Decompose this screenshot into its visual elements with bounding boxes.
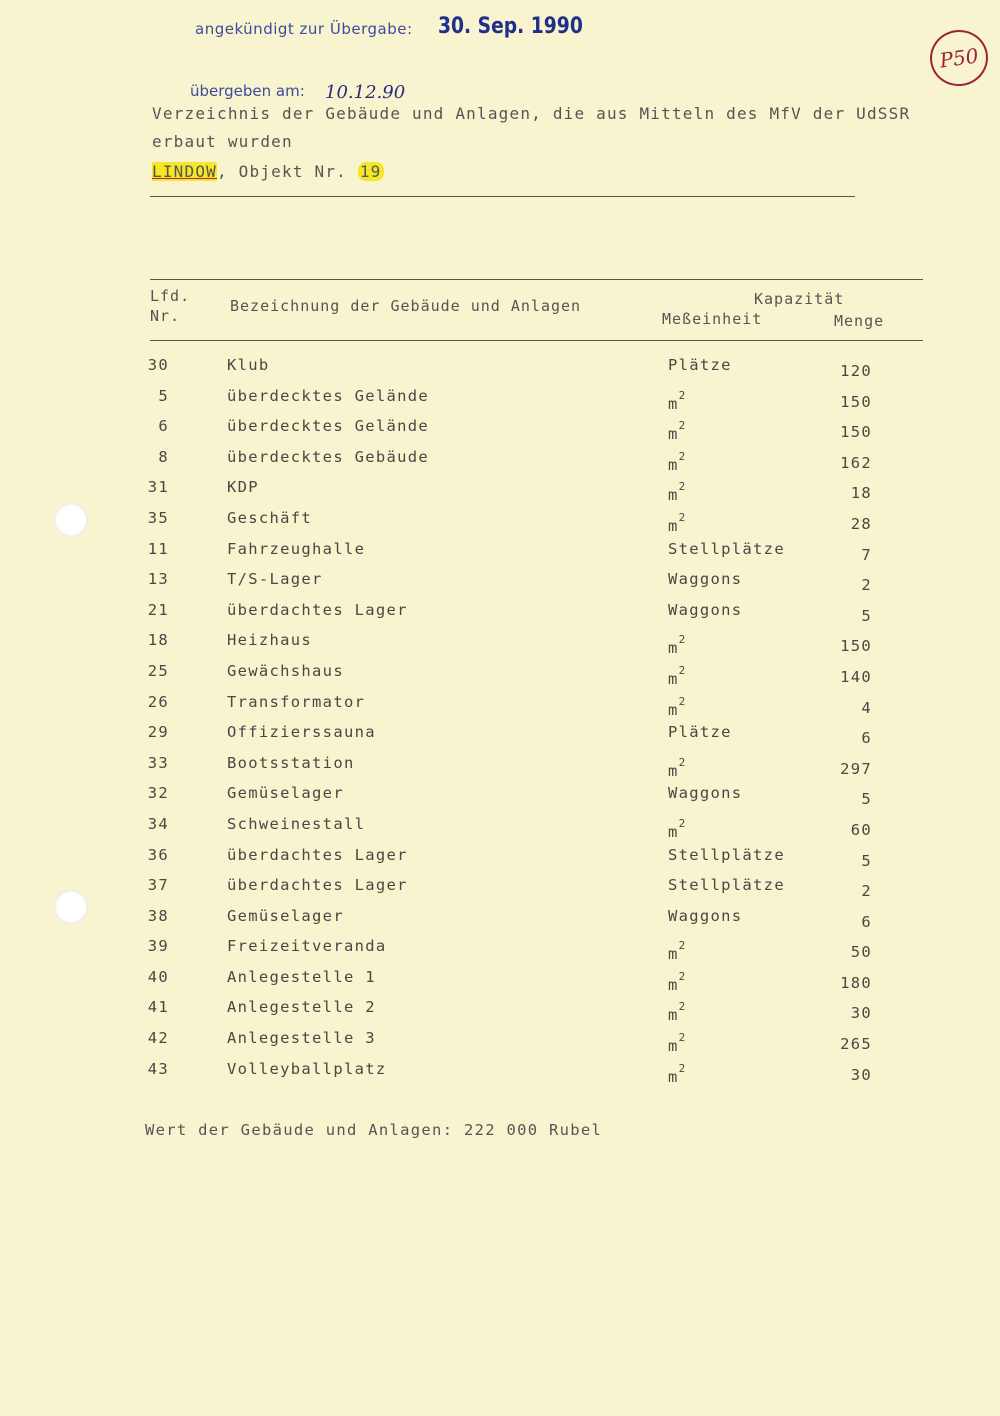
table-row	[0, 780, 1000, 811]
header-lfd-nr: Lfd. Nr.	[150, 287, 191, 325]
row-unit-text: Stellplätze	[668, 876, 785, 895]
row-menge: 30	[850, 1004, 872, 1023]
announced-stamp-label: angekündigt zur Übergabe:	[195, 20, 413, 38]
square-superscript: 2	[678, 816, 687, 830]
row-unit-text: m	[668, 761, 679, 780]
row-bezeichnung: Anlegestelle 3	[227, 1029, 376, 1048]
row-lfd-nr: 18	[147, 631, 169, 650]
row-messeinheit	[668, 846, 785, 864]
row-bezeichnung: Heizhaus	[227, 631, 313, 650]
row-bezeichnung: Anlegestelle 1	[227, 967, 376, 986]
row-menge: 7	[861, 545, 872, 564]
table-row	[0, 964, 1000, 995]
row-menge: 150	[840, 637, 872, 656]
punch-hole-top	[54, 503, 88, 537]
row-bezeichnung: Freizeitveranda	[227, 937, 387, 956]
row-menge: 162	[840, 453, 872, 472]
row-menge: 180	[840, 973, 872, 992]
square-superscript: 2	[678, 510, 687, 524]
row-lfd-nr: 30	[147, 356, 169, 374]
row-unit-text: Waggons	[668, 784, 743, 803]
table-row	[0, 842, 1000, 873]
row-unit-text: m	[668, 945, 679, 964]
row-bezeichnung: Anlegestelle 2	[227, 998, 376, 1017]
row-messeinheit	[668, 816, 687, 842]
table-row	[0, 750, 1000, 781]
row-messeinheit	[668, 1000, 687, 1025]
row-unit-text: m	[668, 455, 679, 474]
row-unit-text: m	[668, 425, 679, 444]
handed-over-stamp-label: übergeben am:	[190, 82, 305, 100]
row-messeinheit	[668, 633, 687, 658]
row-menge: 2	[861, 576, 872, 595]
row-unit-text: m	[668, 517, 679, 536]
row-menge: 5	[861, 790, 872, 809]
square-superscript: 2	[678, 449, 687, 463]
row-bezeichnung: Transformator	[227, 692, 366, 711]
table-row	[0, 566, 1000, 597]
row-messeinheit	[668, 939, 687, 964]
row-menge: 30	[850, 1065, 872, 1084]
document-title-line2: erbaut wurden	[152, 132, 293, 151]
row-lfd-nr: 29	[147, 723, 169, 742]
row-lfd-nr: 8	[158, 447, 169, 466]
total-value: Wert der Gebäude und Anlagen: 222 000 Rubel	[145, 1121, 603, 1139]
row-bezeichnung: Fahrzeughalle	[227, 539, 366, 558]
row-menge: 5	[861, 606, 872, 625]
row-menge: 140	[840, 667, 872, 686]
row-bezeichnung: Klub	[227, 356, 270, 374]
row-unit-text: Stellplätze	[668, 845, 785, 864]
row-menge: 18	[850, 484, 872, 503]
row-bezeichnung: Bootsstation	[227, 753, 355, 772]
row-messeinheit	[668, 876, 785, 894]
row-unit-text: m	[668, 1067, 679, 1086]
table-row	[0, 444, 1000, 475]
table-row	[0, 719, 1000, 750]
header-menge: Menge	[834, 312, 885, 330]
row-messeinheit	[668, 419, 687, 444]
row-messeinheit	[668, 480, 687, 505]
row-messeinheit	[668, 510, 687, 536]
row-unit-text: Plätze	[668, 723, 732, 742]
row-messeinheit	[668, 1031, 687, 1056]
table-row	[0, 933, 1000, 964]
square-superscript: 2	[678, 969, 687, 983]
row-menge: 50	[850, 943, 872, 962]
square-superscript: 2	[678, 755, 687, 769]
row-bezeichnung: Schweinestall	[227, 814, 366, 833]
header-bottom-rule	[150, 340, 923, 341]
row-messeinheit	[668, 601, 742, 619]
row-menge: 2	[861, 882, 872, 901]
row-messeinheit	[668, 356, 732, 374]
table-row	[0, 597, 1000, 628]
row-messeinheit	[668, 540, 785, 558]
row-lfd-nr: 21	[147, 600, 169, 619]
row-messeinheit	[668, 570, 742, 588]
location-line	[152, 162, 384, 181]
row-menge: 4	[861, 698, 872, 717]
table-row	[0, 903, 1000, 934]
row-bezeichnung: überdachtes Lager	[227, 876, 408, 895]
row-unit-text: m	[668, 639, 679, 658]
table-row	[0, 811, 1000, 842]
row-menge: 5	[861, 851, 872, 870]
row-menge: 150	[840, 423, 872, 442]
row-messeinheit	[668, 755, 687, 780]
page-number-mark: P50	[926, 26, 991, 90]
row-bezeichnung: überdecktes Gelände	[227, 386, 430, 405]
object-label: , Objekt Nr.	[217, 162, 358, 181]
row-lfd-nr: 38	[147, 906, 169, 925]
row-bezeichnung: überdecktes Gebäude	[227, 447, 430, 466]
table-row	[0, 352, 1000, 383]
row-bezeichnung: Gewächshaus	[227, 661, 344, 680]
row-lfd-nr: 33	[147, 753, 169, 772]
row-unit-text: m	[668, 823, 679, 842]
row-messeinheit	[668, 663, 687, 689]
row-lfd-nr: 32	[147, 784, 169, 803]
row-lfd-nr: 11	[147, 539, 169, 558]
row-unit-text: Plätze	[668, 356, 732, 374]
row-messeinheit	[668, 784, 742, 802]
square-superscript: 2	[678, 388, 687, 402]
row-messeinheit	[668, 969, 687, 995]
row-unit-text: m	[668, 486, 679, 505]
row-messeinheit	[668, 449, 687, 474]
row-bezeichnung: überdachtes Lager	[227, 845, 408, 864]
table-row	[0, 872, 1000, 903]
row-lfd-nr: 25	[147, 661, 169, 680]
table-row	[0, 1025, 1000, 1056]
row-bezeichnung: überdecktes Gelände	[227, 417, 430, 436]
square-superscript: 2	[678, 480, 687, 494]
row-bezeichnung: T/S-Lager	[227, 570, 323, 589]
table-row	[0, 505, 1000, 536]
row-menge: 28	[850, 514, 872, 533]
row-lfd-nr: 42	[147, 1029, 169, 1048]
object-number: 19	[359, 162, 382, 181]
handed-over-date: 10.12.90	[325, 82, 406, 103]
row-unit-text: m	[668, 1006, 679, 1025]
title-divider	[150, 196, 855, 197]
square-superscript: 2	[678, 1061, 687, 1075]
row-bezeichnung: Gemüselager	[227, 784, 344, 803]
row-unit-text: m	[668, 670, 679, 689]
row-lfd-nr: 26	[147, 692, 169, 711]
announced-stamp-date: 30. Sep. 1990	[438, 14, 583, 39]
row-messeinheit	[668, 907, 742, 925]
row-menge: 120	[840, 362, 872, 380]
row-bezeichnung: Volleyballplatz	[227, 1059, 387, 1078]
row-bezeichnung: Offizierssauna	[227, 723, 376, 742]
square-superscript: 2	[678, 1000, 687, 1014]
row-menge: 297	[840, 759, 872, 778]
header-bezeichnung: Bezeichnung der Gebäude und Anlagen	[230, 297, 582, 315]
table-row	[0, 627, 1000, 658]
row-unit-text: m	[668, 700, 679, 719]
row-menge: 265	[840, 1035, 872, 1054]
row-lfd-nr: 39	[147, 937, 169, 956]
table-body	[0, 352, 1000, 1086]
row-bezeichnung: Gemüselager	[227, 906, 344, 925]
row-messeinheit	[668, 694, 687, 719]
row-menge: 150	[840, 392, 872, 411]
row-messeinheit	[668, 1061, 687, 1086]
row-menge: 6	[861, 912, 872, 931]
row-bezeichnung: Geschäft	[227, 508, 313, 527]
row-menge: 6	[861, 729, 872, 748]
table-row	[0, 383, 1000, 414]
table-row	[0, 689, 1000, 720]
row-unit-text: Waggons	[668, 600, 743, 619]
header-messeinheit: Meßeinheit	[662, 310, 763, 328]
row-unit-text: Waggons	[668, 906, 743, 925]
place-name: LINDOW	[152, 162, 217, 181]
row-lfd-nr: 36	[147, 845, 169, 864]
row-unit-text: Waggons	[668, 570, 743, 589]
row-lfd-nr: 41	[147, 998, 169, 1017]
punch-hole-bottom	[54, 890, 88, 924]
row-lfd-nr: 37	[147, 876, 169, 895]
table-row	[0, 1056, 1000, 1087]
square-superscript: 2	[678, 939, 687, 953]
table-row	[0, 536, 1000, 567]
row-lfd-nr: 34	[147, 814, 169, 833]
table-row	[0, 474, 1000, 505]
square-superscript: 2	[678, 663, 687, 677]
row-unit-text: Stellplätze	[668, 539, 785, 558]
row-lfd-nr: 43	[147, 1059, 169, 1078]
row-messeinheit	[668, 723, 732, 741]
square-superscript: 2	[678, 694, 687, 708]
table-top-rule	[150, 279, 923, 280]
table-row	[0, 658, 1000, 689]
row-bezeichnung: überdachtes Lager	[227, 600, 408, 619]
row-lfd-nr: 6	[158, 417, 169, 436]
row-unit-text: m	[668, 976, 679, 995]
table-row	[0, 994, 1000, 1025]
row-unit-text: m	[668, 394, 679, 413]
header-kapazitaet: Kapazität	[754, 290, 845, 308]
row-messeinheit	[668, 388, 687, 413]
square-superscript: 2	[678, 1031, 687, 1045]
row-menge: 60	[850, 820, 872, 839]
row-lfd-nr: 35	[147, 508, 169, 527]
square-superscript: 2	[678, 633, 687, 647]
table-row	[0, 413, 1000, 444]
row-lfd-nr: 5	[158, 386, 169, 405]
row-lfd-nr: 40	[147, 967, 169, 986]
row-bezeichnung: KDP	[227, 478, 259, 497]
row-lfd-nr: 13	[147, 570, 169, 589]
row-lfd-nr: 31	[147, 478, 169, 497]
row-unit-text: m	[668, 1037, 679, 1056]
document-title-line1: Verzeichnis der Gebäude und Anlagen, die aus Mitteln des MfV der UdSSR	[152, 104, 911, 123]
square-superscript: 2	[678, 419, 687, 433]
